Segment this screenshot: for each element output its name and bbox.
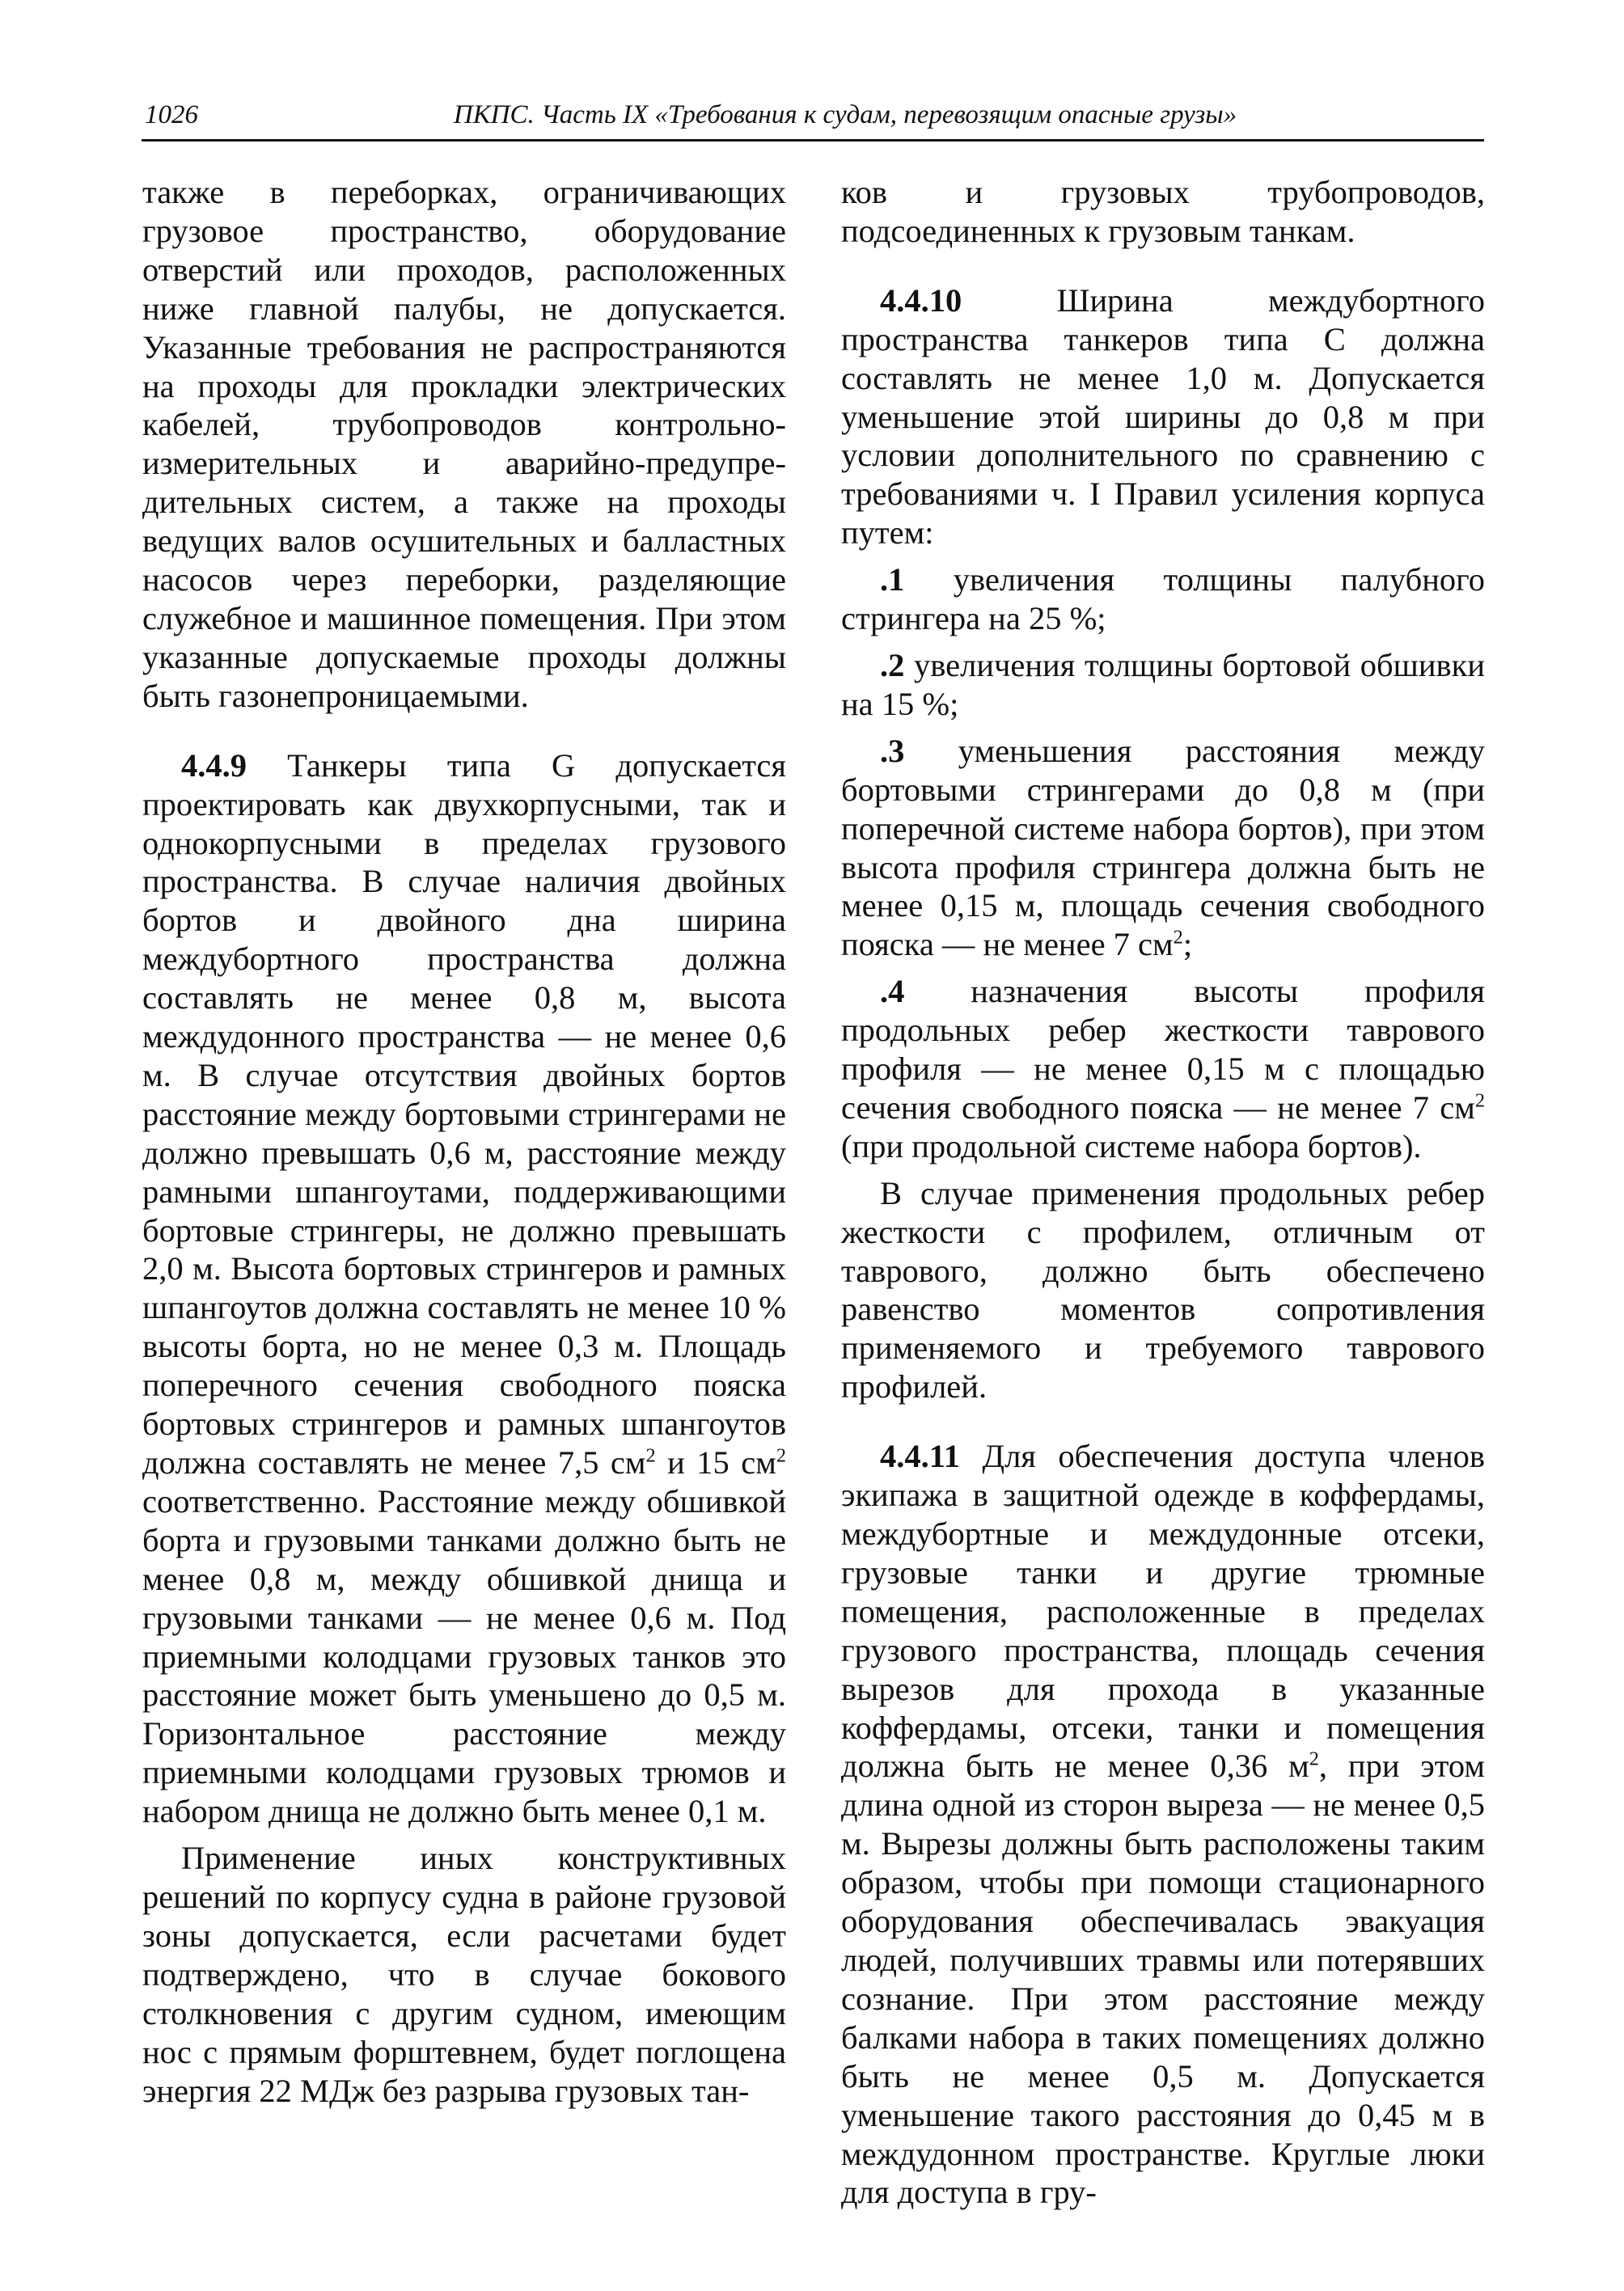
superscript: 2 [1474, 1089, 1485, 1112]
list-item-number: .4 [880, 973, 905, 1010]
section-text-b: и 15 см [655, 1444, 776, 1481]
list-item-2 [841, 646, 1485, 724]
paragraph-continuation [841, 173, 1485, 251]
section-number: 4.4.11 [880, 1438, 961, 1475]
list-item-end: (при продольной системе набора бортов). [841, 1127, 1422, 1165]
list-item-text: увеличения толщины палубного стрингера на 25 %; [841, 561, 1485, 637]
page-number: 1026 [145, 100, 198, 129]
section-number: 4.4.9 [181, 746, 247, 784]
list-item-4 [841, 972, 1485, 1166]
list-item-number: .3 [880, 732, 905, 769]
section-text-c: соответственно. Расстояние между обшивкой борта и грузовыми танками должно быть не менее 0,8 м, между обшивкой днища и грузовыми танками — не менее 0,6 м. Под приемными колодцами грузовых танков это расстояние может быть уменьшено до 0,5 м. Горизонтальное расстояние между приемными колодцами грузовых трюмов и набором днища не должно быть менее 0,1 м. [142, 1482, 786, 1830]
section-text-a: Для обеспечения доступа членов экипажа в защитной одежде в коффердамы, междубортные и междудонные отсеки, грузовые танки и другие трюмные помещения, расположенные в пределах грузового пространства, площадь сечения вырезов для прохода в указанные коффердамы, отсеки, танки и помещения должна быть не менее 0,36 м [841, 1438, 1485, 1785]
list-item-end: ; [1182, 926, 1193, 963]
section-text: Ширина междубортного пространства танкеров типа С должна составлять не менее 1,0 м. Допускается уменьшение этой ширины до 0,8 м при условии дополнительного по сравнению с требованиями ч. I Правил усиления корпуса путем: [841, 281, 1485, 552]
superscript: 2 [1173, 926, 1183, 949]
paragraph-text: В случае применения продольных ребер жесткости с профилем, отличным от таврового, должно быть обеспечено равенство моментов сопротивления применяемого и требуемого таврового профилей. [841, 1174, 1485, 1405]
paragraph-longitudinal-stiffeners [841, 1174, 1485, 1406]
superscript: 2 [1309, 1748, 1319, 1770]
section-text-b: , при этом длина одной из сторон выреза — не менее 0,5 м. Вырезы должны быть расположены таким образом, чтобы при помощи стационарного оборудования обеспечивалась эвакуация людей, получивших травмы или потерявших сознание. При этом расстояние между балками набора в таких помещениях должно быть не менее 0,5 м. Допускается уменьшение такого расстояния до 0,45 м в междудонном пространстве. Круглые люки для доступа в гру- [841, 1748, 1485, 2211]
running-header [142, 99, 1484, 142]
left-column [142, 173, 786, 2110]
paragraph-alternative-designs [142, 1839, 786, 2110]
running-title: ПКПС. Часть IX «Требования к судам, перевозящим опасные грузы» [453, 100, 1237, 129]
list-item-text: назначения высоты профиля продольных ребер жесткости таврового профиля — не менее 0,15 м с площадью сечения свободного пояска — не менее 7 см [841, 973, 1485, 1126]
paragraph-text: также в переборках, ограничивающих грузовое пространство, оборудование отверстий или проходов, расположенных ниже главной палубы, не допускается. Указанные требования не распространяются на проходы для прокладки электрических кабелей, трубопроводов контрольно-измерительных и аварийно-предупре-дительных систем, а также на проходы ведущих валов осушительных и балластных насосов через переборки, разделяющие служебное и машинное помещения. При этом указанные допускаемые проходы должны быть газонепроницаемыми. [142, 174, 786, 714]
section-4-4-10 [841, 281, 1485, 552]
right-column [841, 173, 1485, 2212]
list-item-3 [841, 732, 1485, 964]
section-4-4-11 [841, 1437, 1485, 2212]
section-text-a: Танкеры типа G допускается проектировать как двухкорпусными, так и однокорпусными в пределах грузового пространства. В случае наличия двойных бортов и двойного дна ширина междубортного пространства должна составлять не менее 0,8 м, высота междудонного пространства — не менее 0,6 м. В случае отсутствия двойных бортов расстояние между бортовыми стрингерами не должно превышать 0,6 м, расстояние между рамными шпангоутами, поддерживающими бортовые стрингеры, не должно превышать 2,0 м. Высота бортовых стрингеров и рамных шпангоутов должна составлять не менее 10 % высоты борта, но не менее 0,3 м. Площадь поперечного сечения свободного пояска бортовых стрингеров и рамных шпангоутов должна составлять не менее 7,5 см [142, 746, 786, 1481]
paragraph-continuation [142, 173, 786, 716]
list-item-number: .1 [880, 561, 905, 598]
list-item-number: .2 [880, 646, 905, 683]
list-item-text: увеличения толщины бортовой обшивки на 15 %; [841, 646, 1485, 722]
section-number: 4.4.10 [880, 281, 962, 319]
superscript: 2 [776, 1444, 786, 1467]
paragraph-text: ков и грузовых трубопроводов, подсоединенных к грузовым танкам. [841, 174, 1485, 249]
paragraph-text: Применение иных конструктивных решений по корпусу судна в районе грузовой зоны допускается, если расчетами будет подтверждено, что в случае бокового столкновения с другим судном, имеющим нос с прямым форштевнем, будет поглощена энергия 22 МДж без разрыва грузовых тан- [142, 1840, 786, 2109]
superscript: 2 [645, 1444, 656, 1467]
list-item-1 [841, 560, 1485, 638]
list-item-text: уменьшения расстояния между бортовыми стрингерами до 0,8 м (при поперечной системе набора бортов), при этом высота профиля стрингера должна быть не менее 0,15 м, площадь сечения свободного пояска — не менее 7 см [841, 732, 1485, 963]
section-4-4-9 [142, 746, 786, 1831]
